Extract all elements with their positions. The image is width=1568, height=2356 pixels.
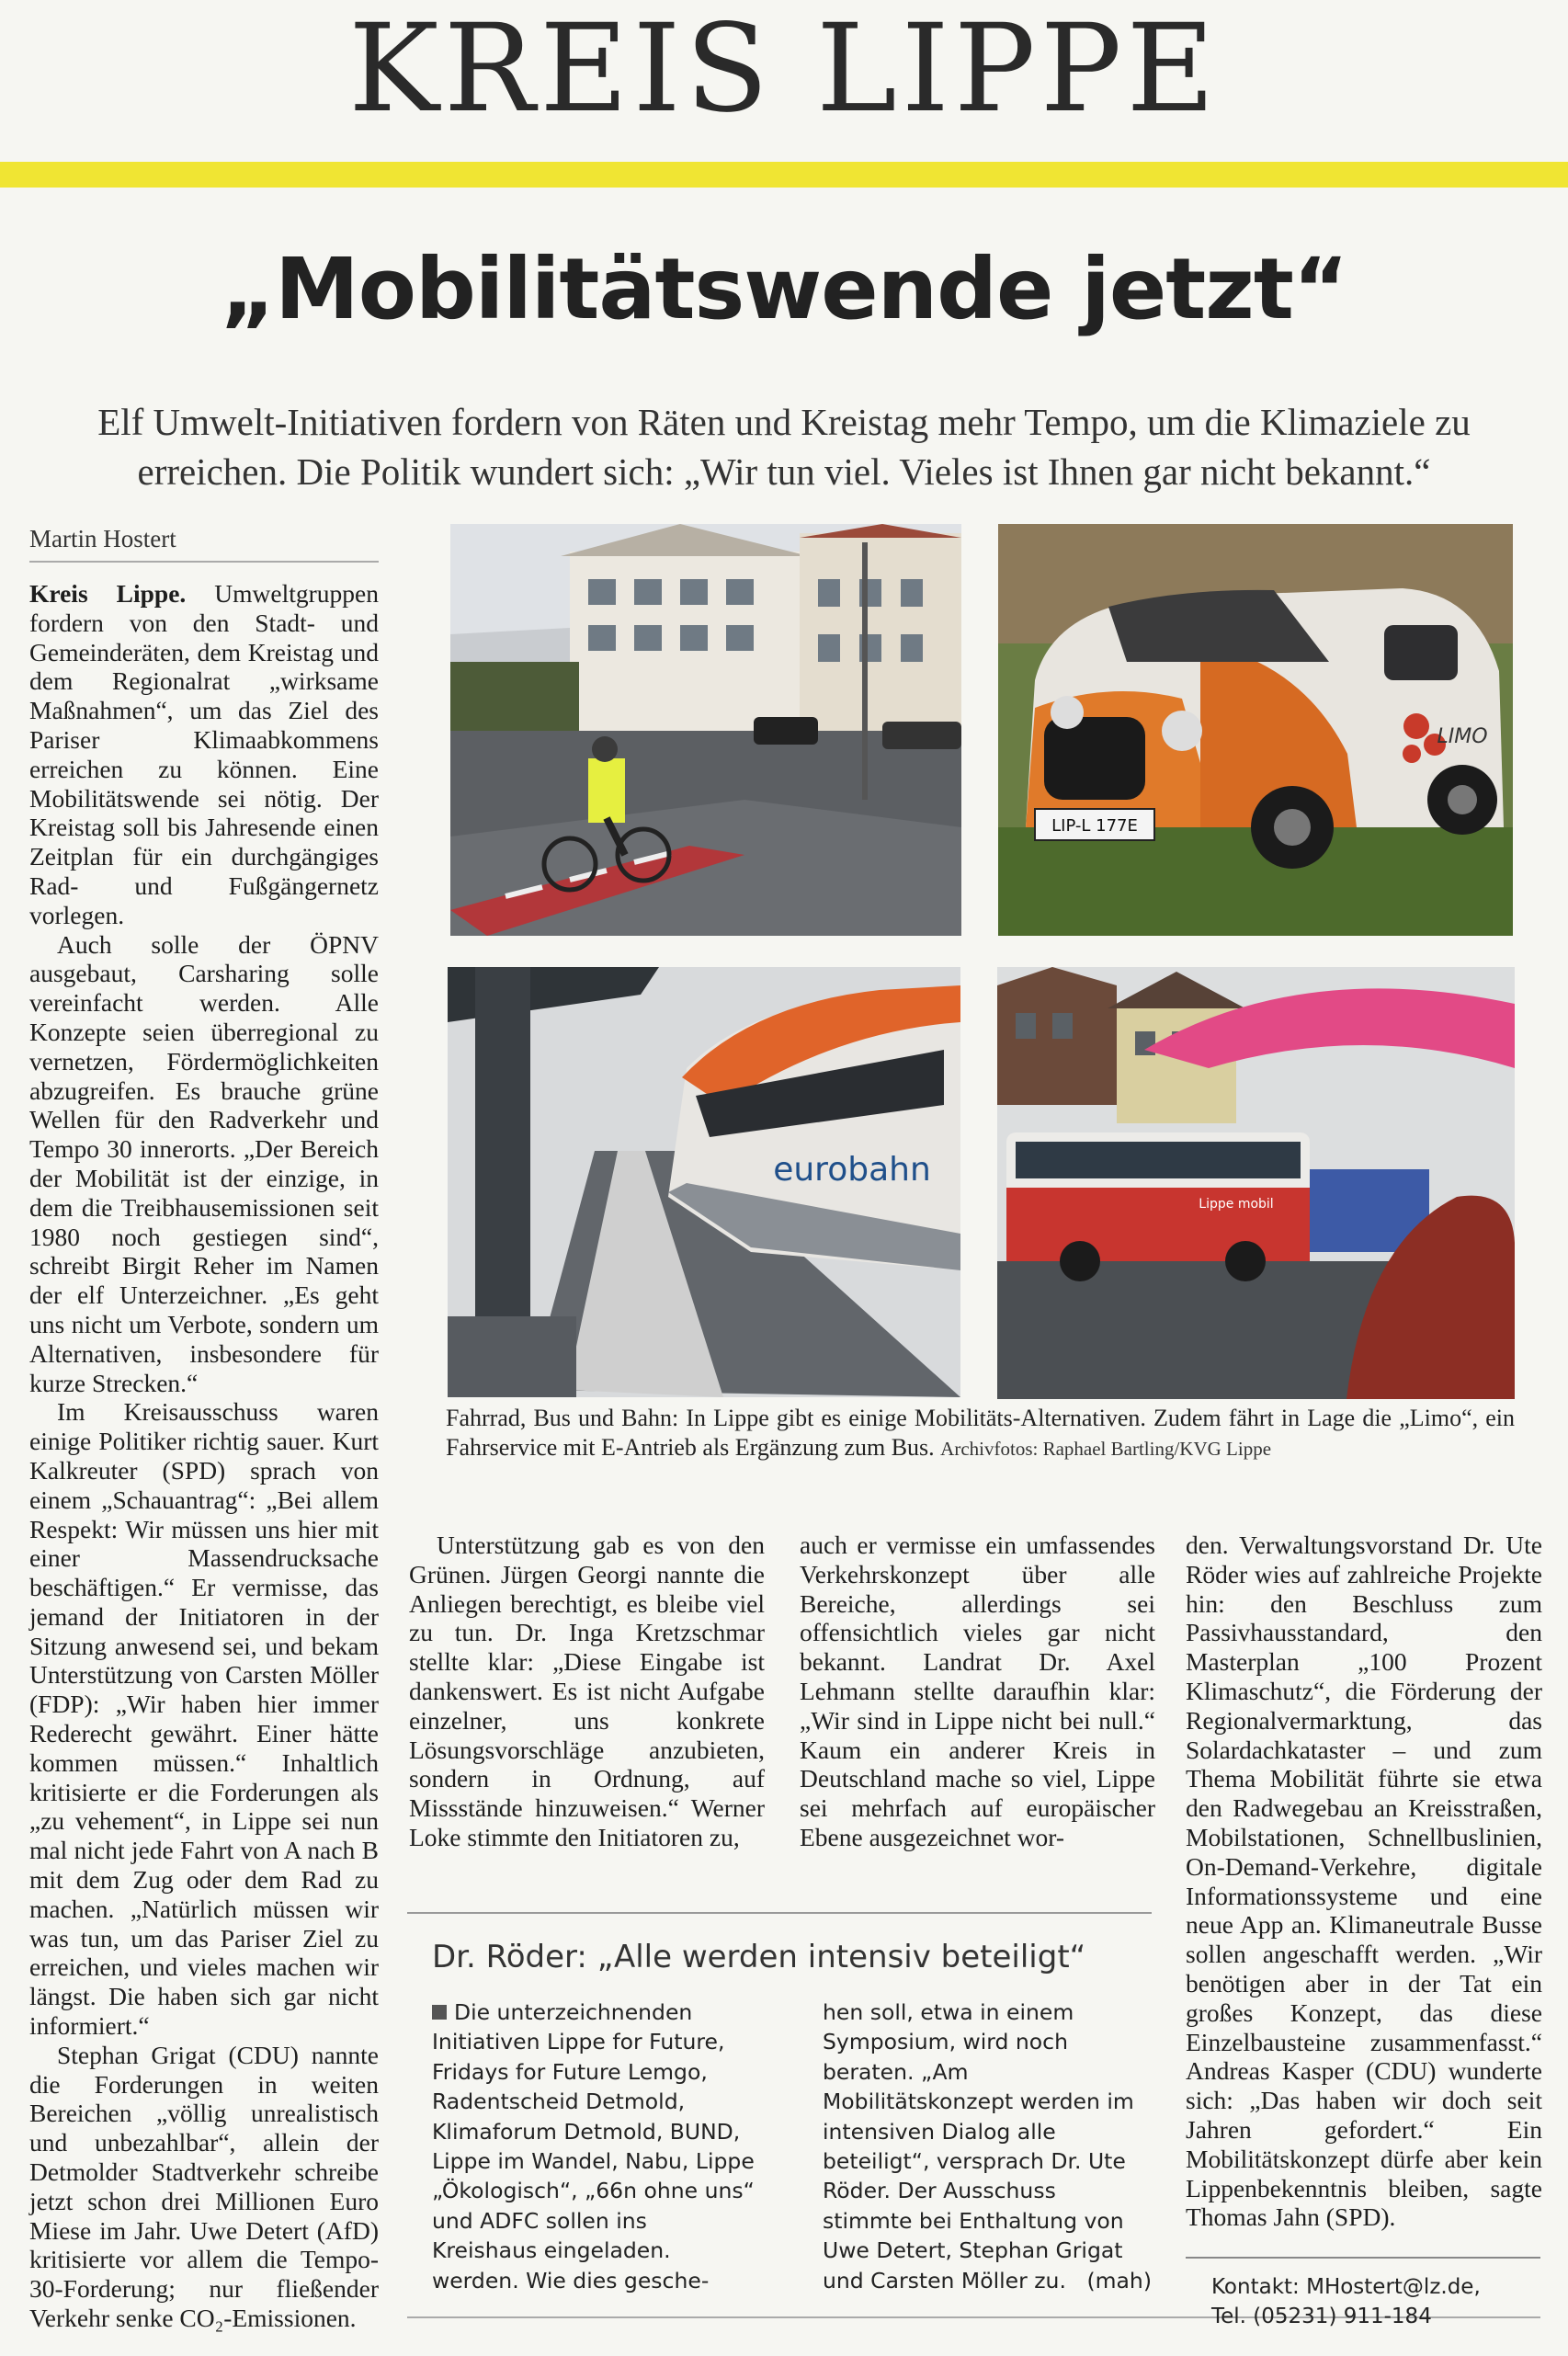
article-column-1 [29,579,379,2333]
contact-email: Kontakt: MHostert@lz.de, [1211,2275,1481,2299]
article-paragraph: Auch solle der ÖPNV ausgebaut, Carsharing solle vereinfacht werden. Alle Konzepte seien überregional zu vernetzen, Fördermöglichkeiten abzugreifen. Es brauche grüne Wellen für den Radverkehr und Tempo 30 innerorts. „Der Bereich der Mobilität ist der einzige, in dem die Treibhausemissionen seit 1980 noch gestiegen sind“, schreibt Birgit Reher im Namen der elf Unterzeichner. „Es geht uns nicht um Verbote, sondern um Alternativen, insbesondere für kurze Strecken.“ [29,929,379,1397]
contact-phone: Tel. (05231) 911-184 [1211,2305,1432,2328]
byline-divider [29,561,379,563]
taxi-brand-text: LIMO [1437,725,1488,748]
infobox-column-1 [432,1997,758,2295]
caption-text: Fahrrad, Bus und Bahn: In Lippe gibt es einige Mobilitäts-Alternativen. Zudem fährt in Lage die „Limo“, ein Fahrservice mit E-Antrieb als Ergänzung zum Bus. [446,1405,1515,1461]
article-column-4 [1186,1531,1542,2232]
infobox-text: Die unterzeichnenden Initiativen Lippe for Future, Fridays for Future Lemgo, Radentscheid Detmold, Klimaforum Detmold, BUND, Lippe im Wandel, Nabu, Lippe „Ökologisch“, „66n ohne uns“ und ADFC sollen ins Kreishaus eingeladen. werden. Wie dies gesche- [432,1999,755,2293]
article-paragraph: den. Verwaltungsvorstand Dr. Ute Röder wies auf zahlreiche Projekte hin: den Beschluss zum Passivhausstandard, den Masterplan „100 Prozent Klimaschutz“, die Förderung der Regionalvermarktung, das Solardachkataster – und zum Thema Mobilität führte sie etwa den Radwegebau an Kreisstraßen, Mobilstationen, Schnellbuslinien, On-Demand-Verkehre, digitale Informationssysteme und eine neue App an. Klimaneutrale Busse sollen angeschafft werden. „Wir benötigen aber in der Tat ein großes Konzept, das diese Einzelbausteine zusammenfasst.“ Andreas Kasper (CDU) wunderte sich: „Das haben wir doch seit Jahren gefordert.“ Ein Mobilitätskonzept dürfe aber kein Lippenbekenntnis bleiben, sagte Thomas Jahn (SPD). [1186,1531,1542,2232]
infobox-text: hen soll, etwa in einem Symposium, wird noch beraten. „Am Mobilitätskonzept werden im intensiven Dialog alle beteiligt“, versprach Dr. Ute Röder. Der Ausschuss stimmte bei Enthaltung von Uwe Detert, Stephan Grigat und Carsten Möller zu. [823,1999,1134,2293]
dateline: Kreis Lippe. [29,579,187,608]
square-bullet-icon [432,2005,447,2020]
infobox-author: (mah) [1086,2267,1152,2293]
headline: „Mobilitätswende jetzt“ [220,240,1348,338]
photo-caption [446,1404,1515,1463]
photo-credit: Archivfotos: Raphael Bartling/KVG Lippe [940,1438,1272,1460]
article-column-3 [800,1531,1155,1852]
photo-cyclist [450,524,961,936]
article-paragraph: auch er vermisse ein umfassendes Verkehrskonzept über alle Bereiche, allerdings sei offensichtlich vieles gar nicht bekannt. Landrat Dr. Axel Lehmann stellte daraufhin klar: „Wir sind in Lippe nicht bei null.“ Kaum ein anderer Kreis in Deutschland mache so viel, Lippe sei mehrfach auf europäischer Ebene ausgezeichnet wor- [800,1531,1155,1851]
article-column-2 [409,1531,765,1852]
infobox-divider [407,1912,1152,1914]
infobox-column-2 [823,1997,1152,2295]
article-paragraph: Unterstützung gab es von den Grünen. Jürgen Georgi nannte die Anliegen berechtigt, es bleibe viel zu tun. Dr. Inga Kretzschmar stellte klar: „Diese Eingabe ist dankenswert. Es ist nicht Aufgabe einzelner, uns konkrete Lösungsvorschläge anzubieten, sondern in Ordnung, auf Missstände hinzuweisen.“ Werner Loke stimmte den Initiatoren zu, [409,1531,765,1851]
section-divider [0,162,1568,188]
infobox-title: Dr. Röder: „Alle werden intensiv beteiligt“ [432,1939,1086,1975]
bus-brand-text: Lippe mobil [1199,1197,1274,1212]
taxi-plate-text: LIP-L 177E [1051,816,1138,836]
subheadline: Elf Umwelt-Initiativen fordern von Räten und Kreistag mehr Tempo, um die Klimaziele zu erreichen. Die Politik wundert sich: „Wir tun viel. Vieles ist Ihnen gar nicht bekannt.“ [97,401,1471,493]
byline: Martin Hostert [29,525,176,552]
article-paragraph: Stephan Grigat (CDU) nannte die Forderungen in weiten Bereichen „völlig unrealistisch und unbezahlbar“, allein der Detmolder Stadtverkehr schreibe jetzt schon drei Millionen Euro Miese im Jahr. Uwe Detert (AfD) kritisierte vor allem die Tempo-30-Forderung; nur fließender Verkehr senke CO₂-Emissionen. [29,2040,379,2333]
photo-eurobahn-train [448,967,960,1397]
article-paragraph: Im Kreisausschuss waren einige Politiker richtig sauer. Kurt Kalkreuter (SPD) sprach von einem „Schauantrag“: „Bei allem Respekt: Wir müssen uns hier mit einer Massendrucksache beschäftigen.“ Er vermisse, das jemand der Initiatoren in der Sitzung anwesend sei, und bekam Unterstützung von Carsten Möller (FDP): „Wir haben hier immer Rederecht gewährt. Einer hätte kommen müssen.“ Inhaltlich kritisierte er die Forderungen als „zu vehement“, in Lippe sei nun mal nicht jede Fahrt von A nach B mit dem Zug oder dem Rad zu machen. „Natürlich müssen wir was tun, um das Pariser Ziel zu erreichen, und vieles machen wir längst. Die haben sich gar nicht informiert.“ [29,1397,379,2041]
contact-divider [1186,2257,1540,2259]
contact-info [1211,2272,1542,2331]
photo-bus-station [997,967,1515,1399]
section-title: KREIS LIPPE [348,0,1220,140]
article-lead: Umweltgruppen fordern von den Stadt- und Gemeinderäten, dem Kreistag und dem Regionalrat „wirksame Maßnahmen“, um das Ziel des Pariser Klimaabkommens erreichen zu können. Eine Mobilitätswende sei nötig. Der Kreistag soll bis Jahresende einen Zeitplan für ein durchgängiges Rad- und Fußgängernetz vorlegen. [29,579,379,929]
train-brand-text: eurobahn [773,1151,931,1189]
photo-limo-taxi [998,524,1513,936]
